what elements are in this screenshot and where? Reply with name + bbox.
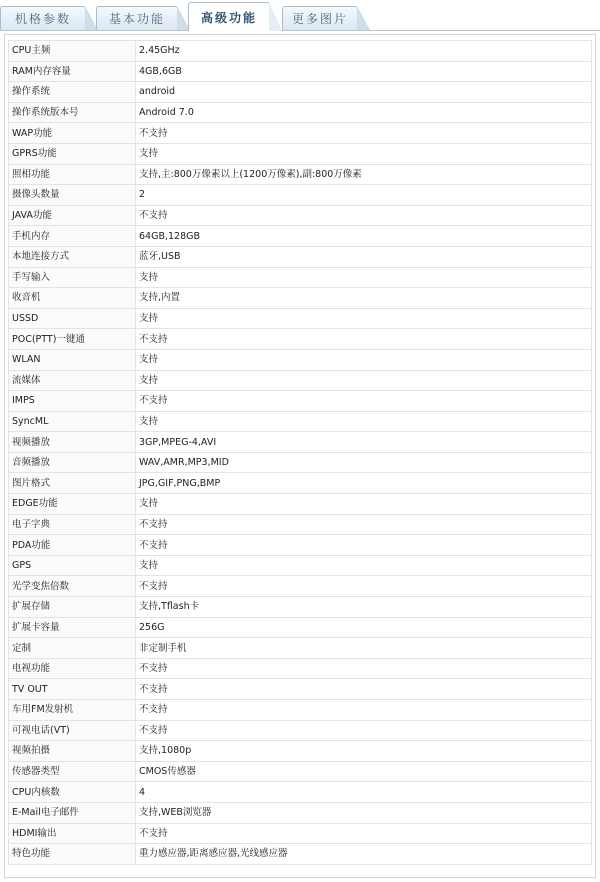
spec-key: POC(PTT)一键通 (9, 329, 136, 350)
spec-row (9, 288, 592, 309)
spec-value: 支持 (136, 370, 592, 391)
spec-row (9, 82, 592, 103)
spec-key: 视频播放 (9, 432, 136, 453)
spec-key: 视频拍摄 (9, 741, 136, 762)
tab-label: 更多图片 (291, 12, 348, 26)
spec-row (9, 391, 592, 412)
spec-value: 不支持 (136, 720, 592, 741)
spec-row (9, 741, 592, 762)
spec-row (9, 617, 592, 638)
spec-row (9, 205, 592, 226)
spec-value: 非定制手机 (136, 638, 592, 659)
spec-row (9, 267, 592, 288)
spec-key: 车用FM发射机 (9, 700, 136, 721)
spec-row (9, 555, 592, 576)
spec-key: 本地连接方式 (9, 246, 136, 267)
spec-row (9, 597, 592, 618)
spec-row (9, 844, 592, 865)
spec-key: 定制 (9, 638, 136, 659)
spec-row (9, 370, 592, 391)
tab-more-pictures[interactable] (282, 6, 358, 30)
spec-value: 支持 (136, 349, 592, 370)
spec-key: CPU主频 (9, 41, 136, 62)
spec-value: 不支持 (136, 679, 592, 700)
spec-row (9, 452, 592, 473)
tab-bar (0, 0, 600, 34)
spec-key: 图片格式 (9, 473, 136, 494)
spec-row (9, 761, 592, 782)
spec-row (9, 226, 592, 247)
tab-specs[interactable] (0, 6, 86, 30)
spec-row (9, 143, 592, 164)
spec-value: 不支持 (136, 823, 592, 844)
spec-key: WLAN (9, 349, 136, 370)
spec-row (9, 123, 592, 144)
spec-row (9, 658, 592, 679)
spec-value: 4 (136, 782, 592, 803)
spec-row (9, 308, 592, 329)
tab-advanced-features[interactable] (188, 2, 270, 31)
tab-basic-features[interactable] (96, 6, 178, 30)
spec-value: 不支持 (136, 535, 592, 556)
spec-value: WAV,AMR,MP3,MID (136, 452, 592, 473)
spec-value: 不支持 (136, 700, 592, 721)
spec-value: 重力感应器,距离感应器,光线感应器 (136, 844, 592, 865)
spec-value: 2 (136, 185, 592, 206)
spec-value: 256G (136, 617, 592, 638)
spec-value: 支持,1080p (136, 741, 592, 762)
spec-value: 支持,Tflash卡 (136, 597, 592, 618)
spec-value: 不支持 (136, 658, 592, 679)
tab-divider (0, 30, 600, 31)
spec-value: 不支持 (136, 391, 592, 412)
spec-key: IMPS (9, 391, 136, 412)
spec-row (9, 41, 592, 62)
spec-key: 操作系统 (9, 82, 136, 103)
spec-key: 电子字典 (9, 514, 136, 535)
spec-value: 4GB,6GB (136, 61, 592, 82)
spec-row (9, 720, 592, 741)
spec-key: 操作系统版本号 (9, 102, 136, 123)
spec-value: 支持,内置 (136, 288, 592, 309)
spec-value: 支持 (136, 308, 592, 329)
spec-key: PDA功能 (9, 535, 136, 556)
spec-key: EDGE功能 (9, 494, 136, 515)
spec-row (9, 494, 592, 515)
spec-value: 不支持 (136, 514, 592, 535)
spec-key: GPRS功能 (9, 143, 136, 164)
spec-key: 照相功能 (9, 164, 136, 185)
spec-key: GPS (9, 555, 136, 576)
spec-table (8, 40, 592, 865)
spec-row (9, 246, 592, 267)
spec-row (9, 679, 592, 700)
spec-key: TV OUT (9, 679, 136, 700)
spec-key: 音频播放 (9, 452, 136, 473)
spec-row (9, 349, 592, 370)
spec-value: 支持 (136, 494, 592, 515)
spec-key: 手机内存 (9, 226, 136, 247)
spec-key: 流媒体 (9, 370, 136, 391)
spec-key: 特色功能 (9, 844, 136, 865)
spec-key: JAVA功能 (9, 205, 136, 226)
spec-key: 电视功能 (9, 658, 136, 679)
spec-value: android (136, 82, 592, 103)
spec-row (9, 782, 592, 803)
spec-value: 支持 (136, 143, 592, 164)
spec-value: 3GP,MPEG-4,AVI (136, 432, 592, 453)
spec-key: 扩展存储 (9, 597, 136, 618)
spec-row (9, 185, 592, 206)
spec-value: 不支持 (136, 576, 592, 597)
spec-row (9, 329, 592, 350)
spec-key: CPU内核数 (9, 782, 136, 803)
spec-value: 支持 (136, 411, 592, 432)
spec-row (9, 164, 592, 185)
spec-row (9, 61, 592, 82)
spec-value: 蓝牙,USB (136, 246, 592, 267)
spec-key: 摄像头数量 (9, 185, 136, 206)
spec-key: 手写输入 (9, 267, 136, 288)
spec-key: WAP功能 (9, 123, 136, 144)
spec-row (9, 823, 592, 844)
tab-label: 高级功能 (200, 10, 257, 25)
spec-value: 支持,WEB浏览器 (136, 802, 592, 823)
spec-key: 光学变焦倍数 (9, 576, 136, 597)
spec-row (9, 802, 592, 823)
spec-value: 支持 (136, 555, 592, 576)
spec-row (9, 102, 592, 123)
spec-key: 收音机 (9, 288, 136, 309)
spec-key: 可视电话(VT) (9, 720, 136, 741)
spec-row (9, 638, 592, 659)
spec-value: 不支持 (136, 205, 592, 226)
spec-value: CMOS传感器 (136, 761, 592, 782)
spec-key: 传感器类型 (9, 761, 136, 782)
tab-label: 机格参数 (14, 12, 71, 26)
spec-row (9, 576, 592, 597)
spec-row (9, 514, 592, 535)
spec-value: 64GB,128GB (136, 226, 592, 247)
spec-row (9, 473, 592, 494)
spec-table-body (9, 41, 592, 865)
spec-value: JPG,GIF,PNG,BMP (136, 473, 592, 494)
spec-value: 不支持 (136, 329, 592, 350)
spec-key: SyncML (9, 411, 136, 432)
spec-value: 支持 (136, 267, 592, 288)
spec-value: Android 7.0 (136, 102, 592, 123)
spec-row (9, 700, 592, 721)
spec-row (9, 432, 592, 453)
spec-row (9, 535, 592, 556)
spec-row (9, 411, 592, 432)
spec-value: 不支持 (136, 123, 592, 144)
tab-label: 基本功能 (108, 12, 165, 26)
spec-key: USSD (9, 308, 136, 329)
spec-key: RAM内存容量 (9, 61, 136, 82)
spec-key: 扩展卡容量 (9, 617, 136, 638)
spec-value: 支持,主:800万像素以上(1200万像素),副:800万像素 (136, 164, 592, 185)
spec-key: HDMI输出 (9, 823, 136, 844)
spec-value: 2.45GHz (136, 41, 592, 62)
spec-key: E-Mail电子邮件 (9, 802, 136, 823)
